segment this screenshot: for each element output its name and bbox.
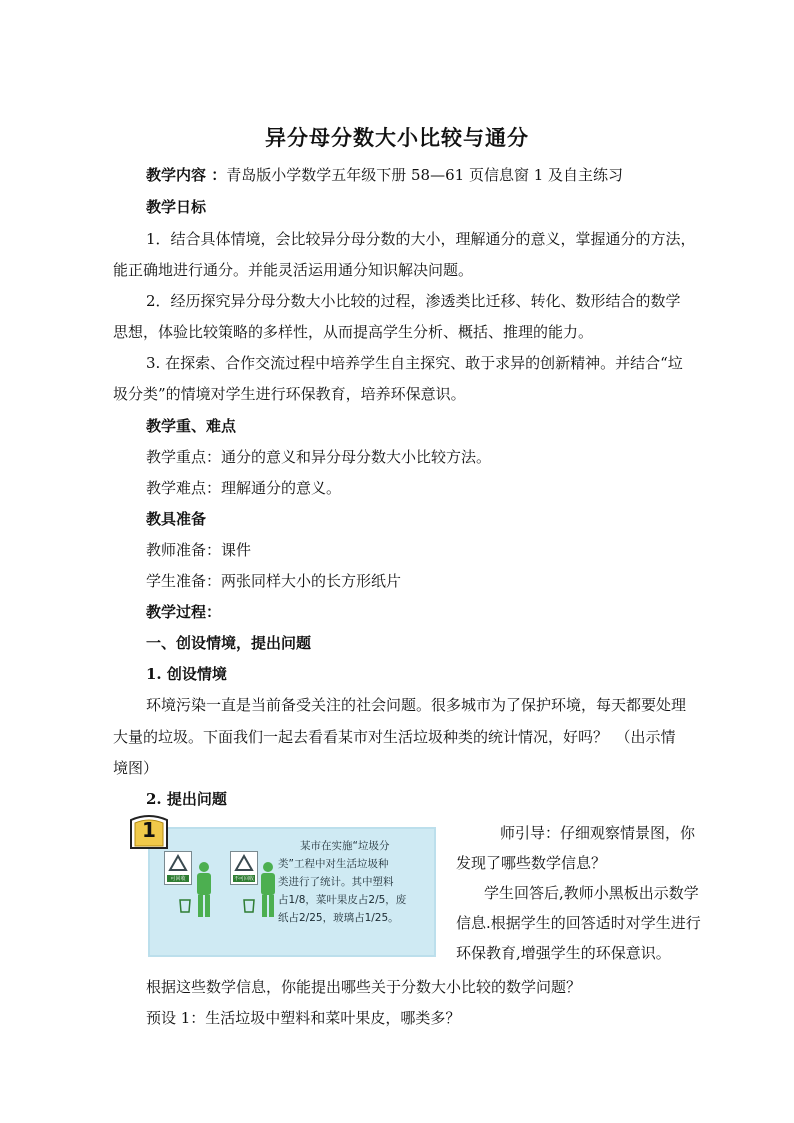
goal-2-line-1: 2．经历探究异分母分数大小比较的过程，渗透类比迁移、转化、数形结合的数学 <box>146 292 681 310</box>
teaching-content-line <box>146 165 718 185</box>
process-section-1: 一、创设情境，提出问题 <box>146 634 312 652</box>
goal-2-line-2: 思想，体验比较策略的多样性，从而提高学生分析、概括、推理的能力。 <box>113 323 594 341</box>
scene-figure <box>148 827 436 957</box>
figure-text-line: 纸占2/25，玻璃占1/25。 <box>278 912 399 924</box>
teaching-content-label: 教学内容 ： <box>146 166 227 184</box>
key-point-difficulty: 教学难点：理解通分的意义。 <box>146 479 342 497</box>
teaching-content-text: 青岛版小学数学五年级下册 58—61 页信息窗 1 及自主练习 <box>226 166 624 184</box>
figure-text-line: 占1/8，菜叶果皮占2/5，废 <box>278 894 407 906</box>
badge-number: 1 <box>142 818 156 842</box>
side-text-line-4: 信息.根据学生的回答适时对学生进行 <box>456 914 701 932</box>
goal-3-line-1: 3. 在探索、合作交流过程中培养学生自主探究、敢于求异的创新精神。并结合“垃 <box>146 354 683 372</box>
key-point-focus: 教学重点：通分的意义和异分母分数大小比较方法。 <box>146 448 492 466</box>
process-step-1: 1. 创设情境 <box>146 665 227 683</box>
closing-line-2: 预设 1：生活垃圾中塑料和菜叶果皮，哪类多？ <box>146 1009 461 1027</box>
goal-1-line-2: 能正确地进行通分。并能灵活运用通分知识解决问题。 <box>113 261 474 279</box>
process-para-line-1: 环境污染一直是当前备受关注的社会问题。很多城市为了保护环境，每天都要处理 <box>146 696 687 714</box>
trash-can-left-icon <box>178 897 192 913</box>
sign-right-label: 不可回收 <box>233 876 254 882</box>
materials-student: 学生准备：两张同样大小的长方形纸片 <box>146 572 402 590</box>
materials-teacher: 教师准备：课件 <box>146 541 252 559</box>
figure-text-line: 某市在实施“垃圾分 <box>300 840 390 852</box>
process-para-line-3: 境图） <box>113 759 159 777</box>
side-text-line-1: 师引导：仔细观察情景图，你 <box>500 824 696 842</box>
page-title: 异分母分数大小比较与通分 <box>265 126 529 150</box>
materials-heading: 教具准备 <box>146 510 207 528</box>
side-text-line-2: 发现了哪些数学信息？ <box>456 854 607 872</box>
process-heading: 教学过程： <box>146 603 222 621</box>
goal-3-line-2: 圾分类”的情境对学生进行环保教育，培养环保意识。 <box>113 385 466 403</box>
side-text-line-5: 环保教育,增强学生的环保意识。 <box>456 944 671 962</box>
figure-text-block <box>278 837 428 927</box>
process-para-line-2: 大量的垃圾。下面我们一起去看看某市对生活垃圾种类的统计情况，好吗？ （出示情 <box>113 728 676 746</box>
figure-text-line: 类进行了统计。其中塑料 <box>278 876 394 888</box>
trash-can-right-icon <box>242 897 256 913</box>
process-step-2: 2. 提出问题 <box>146 790 227 808</box>
sign-left-label: 可回收 <box>170 876 186 882</box>
person-right-icon <box>256 861 280 919</box>
closing-line-1: 根据这些数学信息，你能提出哪些关于分数大小比较的数学问题？ <box>146 978 582 996</box>
goal-1-line-1: 1．结合具体情境，会比较异分母分数的大小，理解通分的意义，掌握通分的方法， <box>146 230 696 248</box>
side-text-line-3: 学生回答后,教师小黑板出示数学 <box>484 884 699 902</box>
goals-heading: 教学日标 <box>146 198 207 216</box>
key-points-heading: 教学重、难点 <box>146 417 237 435</box>
figure-text-line: 类”工程中对生活垃圾种 <box>278 858 389 870</box>
person-left-icon <box>192 861 216 919</box>
